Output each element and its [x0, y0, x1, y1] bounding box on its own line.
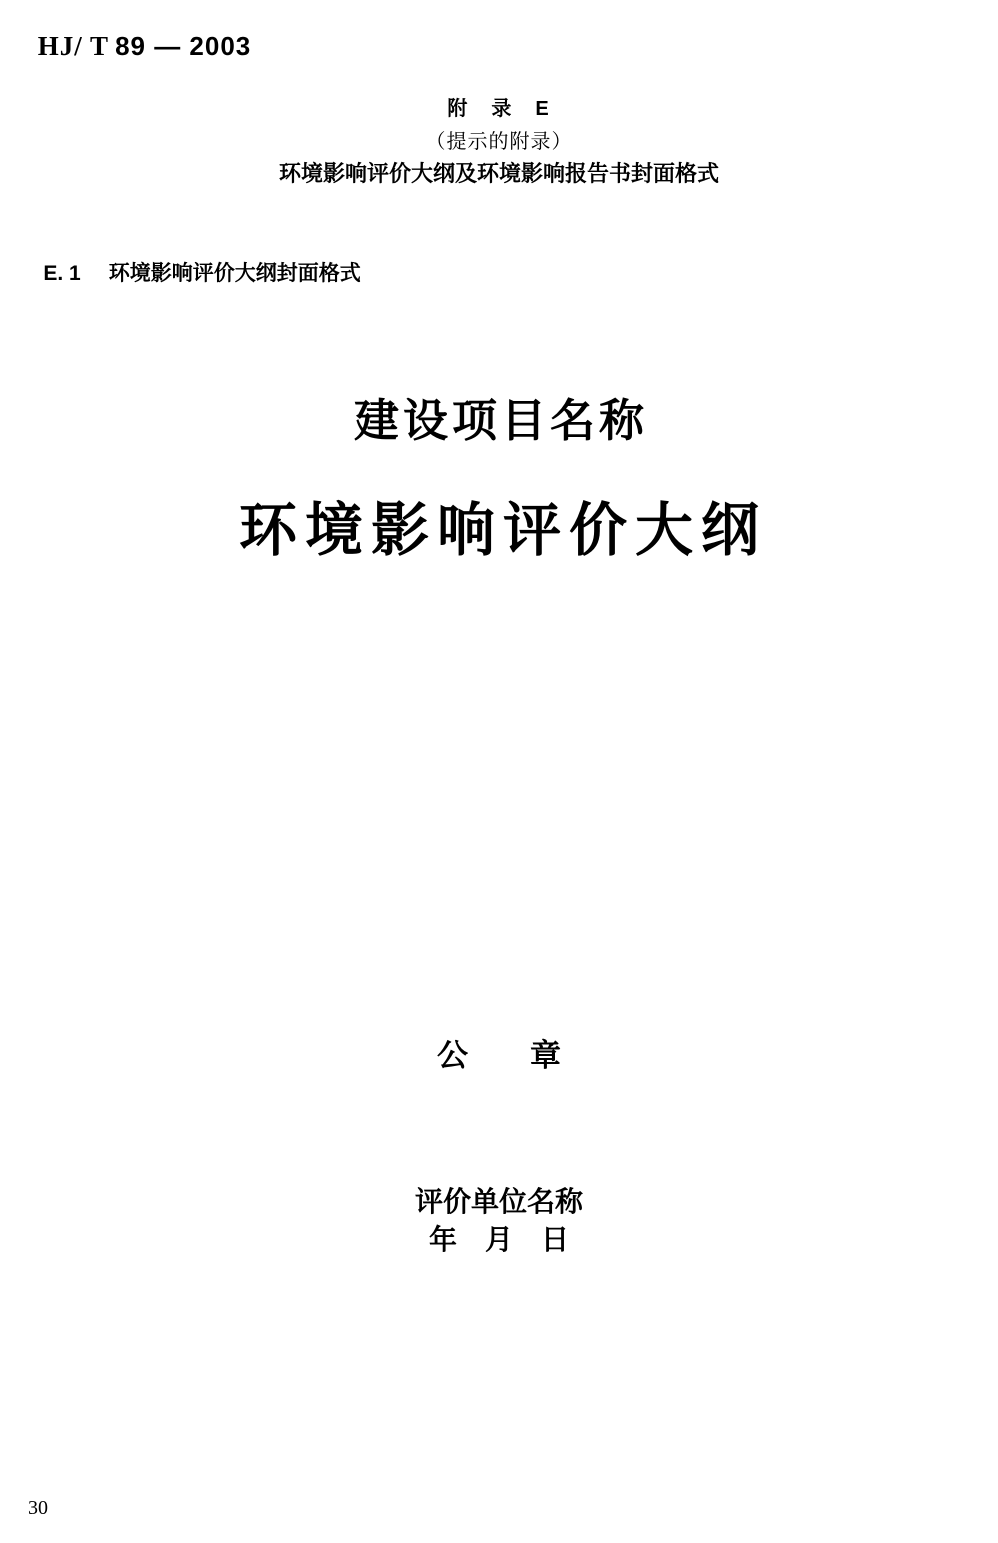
cover-outline-title: 环境影响评价大纲: [238, 498, 767, 563]
standard-code: [20, 17, 251, 76]
section-heading: [20, 242, 361, 305]
cover-agency-name: 评价单位名称: [414, 1186, 583, 1217]
cover-seal-placeholder: 公 章: [437, 1038, 561, 1073]
appendix-heading: 环境影响评价大纲及环境影响报告书封面格式: [278, 161, 719, 186]
section-number: E. 1: [43, 262, 81, 285]
standard-code-suffix: 89 — 2003: [115, 31, 252, 61]
appendix-subtitle: （提示的附录）: [425, 131, 573, 153]
section-title: 环境影响评价大纲封面格式: [108, 262, 361, 285]
page-number: 30: [28, 1497, 48, 1519]
standard-code-prefix: HJ/ T: [37, 31, 110, 61]
cover-project-name: 建设项目名称: [353, 395, 648, 446]
appendix-title: 附 录 E: [447, 98, 551, 120]
cover-date: 年 月 日: [428, 1224, 569, 1255]
